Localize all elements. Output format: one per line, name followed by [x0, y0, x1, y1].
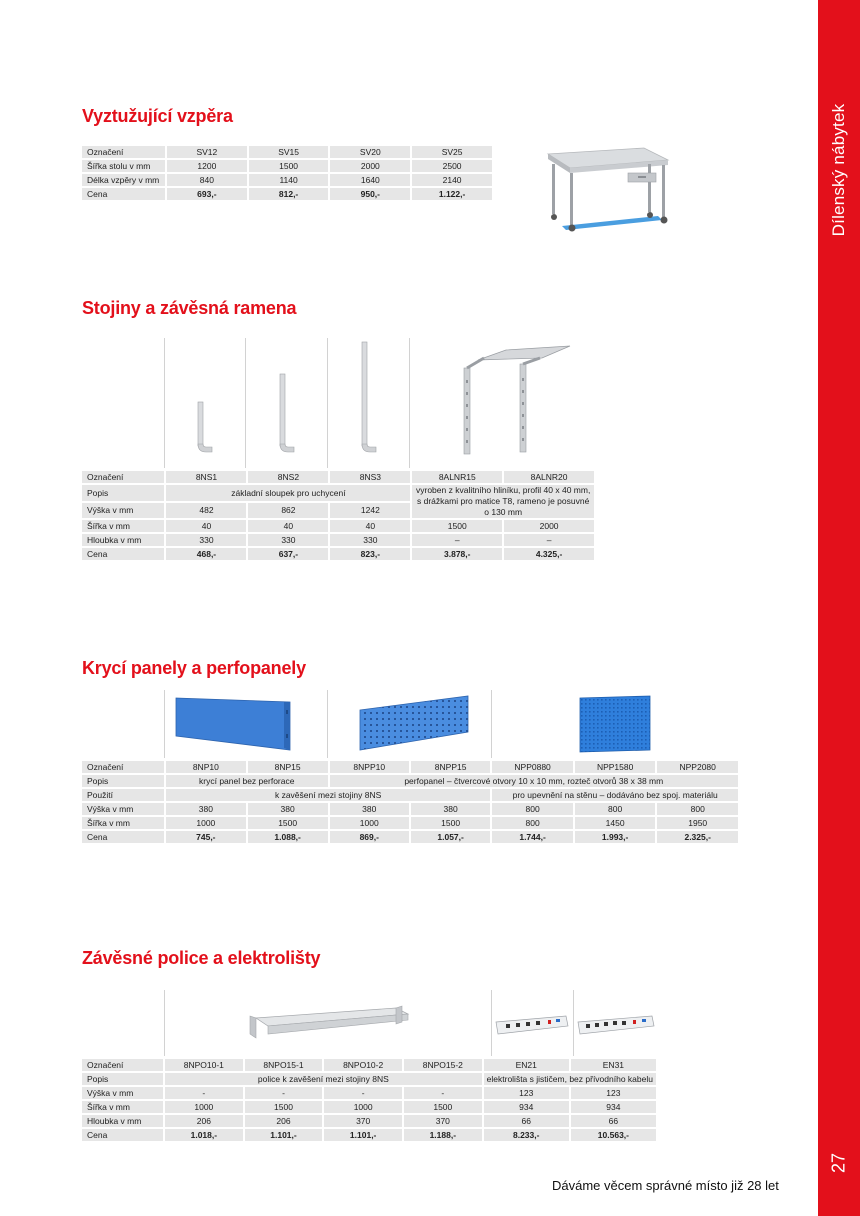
product-code: EN31: [571, 1059, 656, 1071]
table-cell: 2000: [504, 520, 594, 532]
table-cell: 2140: [412, 174, 492, 186]
row-label: Použití: [82, 789, 164, 801]
table-row: [82, 831, 738, 843]
wall-perforated-panel-image: [576, 694, 654, 754]
product-code: 8NPO15-1: [245, 1059, 323, 1071]
table-cell: 1500: [411, 817, 490, 829]
table-cell: 40: [330, 520, 410, 532]
perforated-panel-image: [356, 692, 474, 754]
description-cell: perfopanel – čtvercové otvory 10 x 10 mm, rozteč otvorů 38 x 38 mm: [330, 775, 738, 787]
hanging-shelf-image: [246, 1004, 412, 1044]
table-cell: 800: [492, 817, 573, 829]
product-code: 8NS1: [166, 471, 246, 483]
table-row: [82, 174, 492, 186]
table-cell: -: [165, 1087, 243, 1099]
table-cell: SV15: [249, 146, 329, 158]
table-cell: 800: [492, 803, 573, 815]
row-label: Popis: [82, 1073, 163, 1085]
cover-panel-image: [172, 694, 296, 756]
row-label: Šířka v mm: [82, 817, 164, 829]
row-label: Cena: [82, 548, 164, 560]
upright-8ns2-image: [272, 372, 296, 456]
table-row: [82, 188, 492, 200]
price-cell: 2.325,-: [657, 831, 738, 843]
row-label: Šířka v mm: [82, 1101, 163, 1113]
table-row: [82, 520, 594, 532]
product-code: 8NS2: [248, 471, 328, 483]
product-code: 8NP15: [248, 761, 328, 773]
table-row: [82, 1059, 656, 1071]
price-cell: 1.122,-: [412, 188, 492, 200]
table-row: [82, 775, 738, 787]
table-cell: 123: [571, 1087, 656, 1099]
section-title-panely: Krycí panely a perfopanely: [82, 658, 306, 678]
table-cell: 1500: [412, 520, 502, 532]
row-label: Označení: [82, 471, 164, 483]
table-cell: SV20: [330, 146, 410, 158]
table-row: [82, 485, 594, 501]
table-cell: 330: [166, 534, 246, 546]
table-cell: -: [404, 1087, 482, 1099]
image-divider: [245, 338, 246, 468]
description-cell: police k zavěšení mezi stojiny 8NS: [165, 1073, 482, 1085]
usage-cell: k zavěšení mezi stojiny 8NS: [166, 789, 490, 801]
row-label: Výška v mm: [82, 803, 164, 815]
table-cell: 1000: [330, 817, 409, 829]
table-cell: 862: [248, 503, 328, 519]
section-title-police: Závěsné police a elektrolišty: [82, 948, 321, 968]
product-code: 8NPO15-2: [404, 1059, 482, 1071]
image-divider: [491, 690, 492, 758]
table-cell: 380: [330, 803, 409, 815]
price-cell: 1.188,-: [404, 1129, 482, 1141]
description-cell: elektrolišta s jističem, bez přívodního kabelu: [484, 1073, 656, 1085]
table-row: [82, 761, 738, 773]
table-cell: 330: [330, 534, 410, 546]
image-divider: [164, 690, 165, 758]
price-cell: 1.018,-: [165, 1129, 243, 1141]
product-code: NPP2080: [657, 761, 738, 773]
table-cell: 206: [165, 1115, 243, 1127]
price-cell: 950,-: [330, 188, 410, 200]
image-divider: [409, 338, 410, 468]
table-row: [82, 471, 594, 483]
table-cell: 2500: [412, 160, 492, 172]
table-cell: 40: [248, 520, 328, 532]
product-code: EN21: [484, 1059, 569, 1071]
table-stojiny: [80, 469, 596, 562]
table-cell: –: [412, 534, 502, 546]
table-cell: 380: [248, 803, 328, 815]
footer-slogan: Dáváme věcem správné místo již 28 let: [552, 1178, 779, 1193]
table-cell: 2000: [330, 160, 410, 172]
product-code: NPP1580: [575, 761, 656, 773]
price-cell: 468,-: [166, 548, 246, 560]
table-cell: 330: [248, 534, 328, 546]
price-cell: 869,-: [330, 831, 409, 843]
image-divider: [327, 338, 328, 468]
image-divider: [491, 990, 492, 1056]
price-cell: 1.088,-: [248, 831, 328, 843]
table-cell: -: [324, 1087, 402, 1099]
table-cell: 370: [404, 1115, 482, 1127]
workbench-image: [540, 140, 670, 235]
table-row: [82, 548, 594, 560]
image-divider: [164, 990, 165, 1056]
row-label: Délka vzpěry v mm: [82, 174, 165, 186]
table-cell: 1500: [404, 1101, 482, 1113]
table-cell: 40: [166, 520, 246, 532]
row-label: Označení: [82, 1059, 163, 1071]
price-cell: 1.744,-: [492, 831, 573, 843]
price-cell: 1.101,-: [245, 1129, 323, 1141]
product-code: 8ALNR15: [412, 471, 502, 483]
table-cell: 123: [484, 1087, 569, 1099]
table-cell: 1000: [166, 817, 246, 829]
description-cell: krycí panel bez perforace: [166, 775, 328, 787]
table-row: [82, 160, 492, 172]
table-cell: 1200: [167, 160, 247, 172]
table-police: [80, 1057, 658, 1143]
product-code: 8NPO10-2: [324, 1059, 402, 1071]
description-cell: základní sloupek pro uchycení: [166, 485, 410, 501]
table-row: [82, 817, 738, 829]
table-row: [82, 1101, 656, 1113]
table-cell: –: [504, 534, 594, 546]
price-cell: 4.325,-: [504, 548, 594, 560]
table-cell: SV12: [167, 146, 247, 158]
price-cell: 693,-: [167, 188, 247, 200]
row-label: Cena: [82, 831, 164, 843]
power-strip-en21-image: [494, 1014, 570, 1038]
row-label: Šířka stolu v mm: [82, 160, 165, 172]
table-cell: 206: [245, 1115, 323, 1127]
product-code: 8NPO10-1: [165, 1059, 243, 1071]
row-label: Popis: [82, 485, 164, 501]
product-code: 8NP10: [166, 761, 246, 773]
table-row: [82, 146, 492, 158]
row-label: Výška v mm: [82, 1087, 163, 1099]
table-row: [82, 1073, 656, 1085]
table-row: [82, 803, 738, 815]
table-panely: [80, 759, 740, 845]
section-title-stojiny: Stojiny a závěsná ramena: [82, 298, 297, 318]
table-cell: 482: [166, 503, 246, 519]
table-cell: 380: [166, 803, 246, 815]
table-cell: 66: [484, 1115, 569, 1127]
table-cell: -: [245, 1087, 323, 1099]
product-code: 8NS3: [330, 471, 410, 483]
row-label: Označení: [82, 146, 165, 158]
table-cell: 800: [575, 803, 656, 815]
row-label: Cena: [82, 188, 165, 200]
price-cell: 637,-: [248, 548, 328, 560]
table-cell: 1000: [324, 1101, 402, 1113]
price-cell: 3.878,-: [412, 548, 502, 560]
price-cell: 745,-: [166, 831, 246, 843]
image-divider: [327, 690, 328, 758]
row-label: Šířka v mm: [82, 520, 164, 532]
row-label: Cena: [82, 1129, 163, 1141]
table-cell: SV25: [412, 146, 492, 158]
price-cell: 823,-: [330, 548, 410, 560]
table-cell: 800: [657, 803, 738, 815]
section-title-vzpera: Vyztužující vzpěra: [82, 106, 233, 126]
row-label: Označení: [82, 761, 164, 773]
usage-cell: pro upevnění na stěnu – dodáváno bez spoj. materiálu: [492, 789, 738, 801]
product-code: 8NPP10: [330, 761, 409, 773]
table-row: [82, 1087, 656, 1099]
product-code: 8ALNR20: [504, 471, 594, 483]
price-cell: 8.233,-: [484, 1129, 569, 1141]
price-cell: 1.993,-: [575, 831, 656, 843]
table-cell: 1500: [249, 160, 329, 172]
table-cell: 1950: [657, 817, 738, 829]
product-code: 8NPP15: [411, 761, 490, 773]
upright-8ns1-image: [190, 400, 214, 456]
table-cell: 1140: [249, 174, 329, 186]
power-strip-en31-image: [576, 1014, 656, 1038]
table-cell: 66: [571, 1115, 656, 1127]
table-cell: 1450: [575, 817, 656, 829]
price-cell: 812,-: [249, 188, 329, 200]
table-cell: 1500: [245, 1101, 323, 1113]
hanging-arm-image: [458, 338, 574, 456]
table-cell: 380: [411, 803, 490, 815]
page-number: 27: [828, 1152, 849, 1174]
row-label: Hloubka v mm: [82, 534, 164, 546]
price-cell: 10.563,-: [571, 1129, 656, 1141]
table-cell: 934: [571, 1101, 656, 1113]
table-row: [82, 789, 738, 801]
upright-8ns3-image: [354, 340, 378, 456]
table-row: [82, 534, 594, 546]
row-label: Hloubka v mm: [82, 1115, 163, 1127]
row-label: Výška v mm: [82, 503, 164, 519]
row-label: Popis: [82, 775, 164, 787]
table-vzpera: [80, 144, 494, 202]
table-cell: 934: [484, 1101, 569, 1113]
product-code: NPP0880: [492, 761, 573, 773]
sidebar-title: Dílenský nábytek: [829, 103, 848, 237]
table-cell: 1640: [330, 174, 410, 186]
table-cell: 1000: [165, 1101, 243, 1113]
description-cell: vyroben z kvalitního hliníku, profil 40 x 40 mm, s drážkami pro matice T8, rameno je posuvné o 130 mm: [412, 485, 594, 518]
image-divider: [573, 990, 574, 1056]
table-cell: 840: [167, 174, 247, 186]
price-cell: 1.057,-: [411, 831, 490, 843]
table-cell: 370: [324, 1115, 402, 1127]
table-cell: 1500: [248, 817, 328, 829]
price-cell: 1.101,-: [324, 1129, 402, 1141]
table-cell: 1242: [330, 503, 410, 519]
image-divider: [164, 338, 165, 468]
table-row: [82, 1115, 656, 1127]
table-row: [82, 1129, 656, 1141]
